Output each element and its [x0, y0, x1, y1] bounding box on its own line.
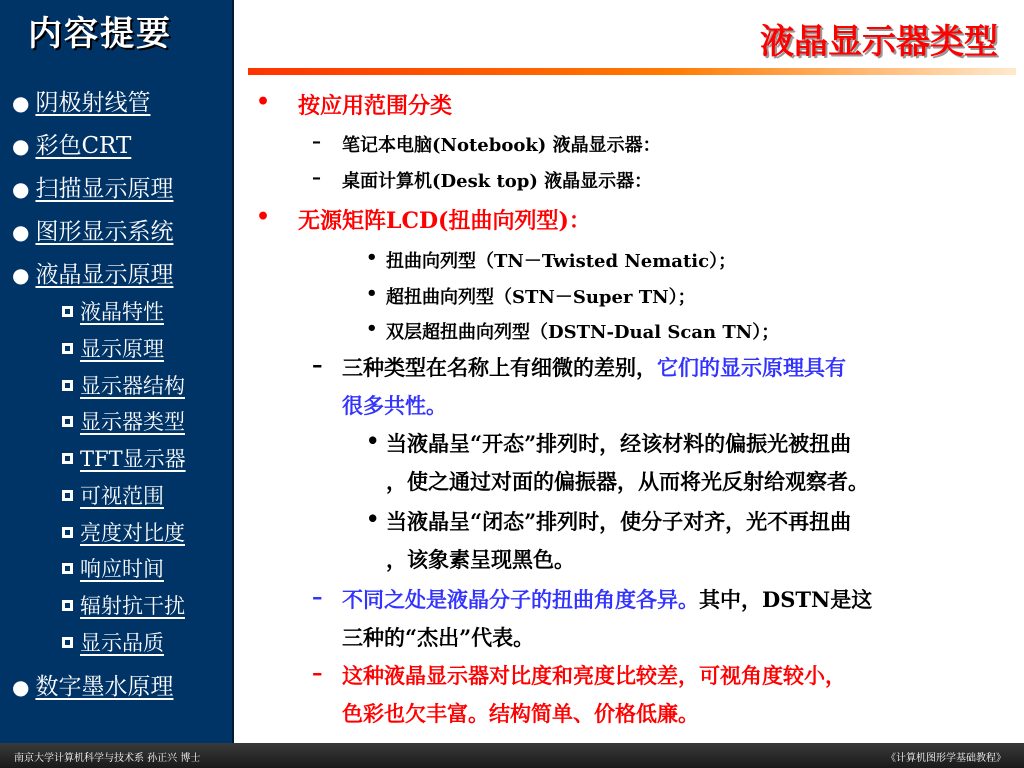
- nav-subitem-display-principle[interactable]: [62, 333, 164, 363]
- dash-icon: –: [312, 352, 323, 377]
- nav-subitem-label: 液晶特性: [80, 300, 164, 324]
- square-bullet-icon: [62, 306, 73, 317]
- bullet-heading-passive-matrix: 无源矩阵LCD(扭曲向列型)：: [298, 208, 591, 234]
- bullet-icon: ●: [12, 177, 30, 201]
- sub-item-tn: 扭曲向列型（TN－Twisted Nematic）；: [386, 251, 737, 272]
- nav-item-label: 扫描显示原理: [35, 176, 174, 202]
- bullet-icon: ●: [12, 220, 30, 244]
- paragraph-off-state-cont: ，该象素呈现黑色。: [386, 547, 575, 572]
- nav-item-label: 图形显示系统: [35, 219, 174, 245]
- nav-subitem-label: 显示器类型: [80, 410, 185, 434]
- square-bullet-icon: [62, 380, 73, 391]
- sub-item-dstn: 双层超扭曲向列型（DSTN-Dual Scan TN）；: [386, 322, 780, 343]
- slide-title: 液晶显示器类型: [760, 22, 998, 62]
- nav-subitem-label: 辐射抗干扰: [80, 594, 185, 618]
- nav-item-cathode-ray-tube[interactable]: [12, 84, 150, 117]
- nav-subitem-radiation-interference[interactable]: [62, 590, 185, 620]
- nav-item-color-crt[interactable]: [12, 127, 131, 160]
- footer-bar: [0, 743, 1024, 768]
- nav-subitem-viewing-range[interactable]: [62, 480, 164, 510]
- bullet-icon: •: [366, 318, 378, 339]
- paragraph-off-state: 当液晶呈“闭态”排列时，使分子对齐，光不再扭曲: [386, 509, 852, 534]
- square-bullet-icon: [62, 527, 73, 538]
- highlight-text: 很多共性。: [342, 393, 447, 418]
- dash-icon: –: [312, 660, 323, 685]
- nav-subitem-label: 亮度对比度: [80, 521, 185, 545]
- paragraph-text: 其中，DSTN是这: [699, 587, 873, 612]
- paragraph-drawbacks-cont: 色彩也欠丰富。结构简单、价格低廉。: [342, 701, 699, 726]
- bullet-icon: •: [366, 506, 380, 531]
- nav-subitem-label: 可视范围: [80, 484, 164, 508]
- paragraph-on-state: 当液晶呈“开态”排列时，经该材料的偏振光被扭曲: [386, 431, 852, 456]
- highlight-text: 它们的显示原理具有: [657, 355, 846, 380]
- title-underline-bar: [248, 68, 1016, 75]
- bullet-icon: ●: [12, 134, 30, 158]
- sidebar: [0, 0, 234, 743]
- nav-subitem-tft-display[interactable]: [62, 443, 186, 473]
- dash-icon: –: [312, 131, 321, 152]
- nav-item-label: 彩色CRT: [35, 133, 132, 159]
- square-bullet-icon: [62, 637, 73, 648]
- nav-subitem-response-time[interactable]: [62, 553, 164, 583]
- footer-author: 南京大学计算机科学与技术系 孙正兴 博士: [14, 753, 201, 764]
- bullet-icon: •: [256, 204, 271, 230]
- sidebar-title: 内容提要: [28, 14, 172, 54]
- nav-subitem-lc-properties[interactable]: [62, 296, 164, 326]
- nav-subitem-label: 响应时间: [80, 557, 164, 581]
- square-bullet-icon: [62, 453, 73, 464]
- bullet-icon: •: [366, 428, 380, 453]
- paragraph-differences: [342, 352, 846, 382]
- nav-item-label: 阴极射线管: [35, 90, 151, 116]
- bullet-icon: •: [366, 283, 378, 304]
- paragraph-dstn-representative: 三种的“杰出”代表。: [342, 625, 535, 650]
- bullet-icon: •: [256, 89, 271, 115]
- sub-item-desktop-lcd: 桌面计算机(Desk top) 液晶显示器：: [342, 171, 653, 192]
- square-bullet-icon: [62, 600, 73, 611]
- paragraph-on-state-cont: ，使之通过对面的偏振器，从而将光反射给观察者。: [386, 469, 869, 494]
- highlight-text: 不同之处是液晶分子的扭曲角度各异。: [342, 587, 699, 612]
- paragraph-text: 三种类型在名称上有细微的差别，: [342, 355, 657, 380]
- nav-subitem-display-quality[interactable]: [62, 627, 164, 657]
- nav-subitem-label: TFT显示器: [80, 447, 186, 471]
- square-bullet-icon: [62, 563, 73, 574]
- sub-item-notebook-lcd: 笔记本电脑(Notebook) 液晶显示器：: [342, 135, 661, 156]
- footer-book-title: 《计算机图形学基础教程》: [886, 753, 1006, 764]
- nav-item-lcd-principle[interactable]: [12, 256, 173, 289]
- bullet-icon: ●: [12, 263, 30, 287]
- nav-subitem-label: 显示品质: [80, 631, 164, 655]
- nav-item-digital-ink[interactable]: [12, 668, 173, 701]
- bullet-icon: •: [366, 247, 378, 268]
- nav-subitem-label: 显示器结构: [80, 374, 185, 398]
- nav-item-label: 液晶显示原理: [35, 262, 174, 288]
- bullet-icon: ●: [12, 675, 30, 699]
- nav-item-graphics-display-system[interactable]: [12, 213, 173, 246]
- nav-subitem-brightness-contrast[interactable]: [62, 517, 185, 547]
- nav-item-label: 数字墨水原理: [35, 674, 174, 700]
- bullet-heading-by-application: 按应用范围分类: [298, 93, 453, 119]
- square-bullet-icon: [62, 343, 73, 354]
- paragraph-drawbacks: 这种液晶显示器对比度和亮度比较差，可视角度较小，: [342, 663, 846, 688]
- sub-item-stn: 超扭曲向列型（STN－Super TN）；: [386, 287, 696, 308]
- nav-subitem-label: 显示原理: [80, 337, 164, 361]
- bullet-icon: ●: [12, 91, 30, 115]
- nav-subitem-display-structure[interactable]: [62, 370, 185, 400]
- dash-icon: –: [312, 584, 323, 609]
- dash-icon: –: [312, 167, 321, 188]
- paragraph-twist-angle: [342, 584, 872, 614]
- nav-subitem-display-types[interactable]: [62, 406, 185, 436]
- square-bullet-icon: [62, 490, 73, 501]
- square-bullet-icon: [62, 416, 73, 427]
- nav-item-scan-display[interactable]: [12, 170, 173, 203]
